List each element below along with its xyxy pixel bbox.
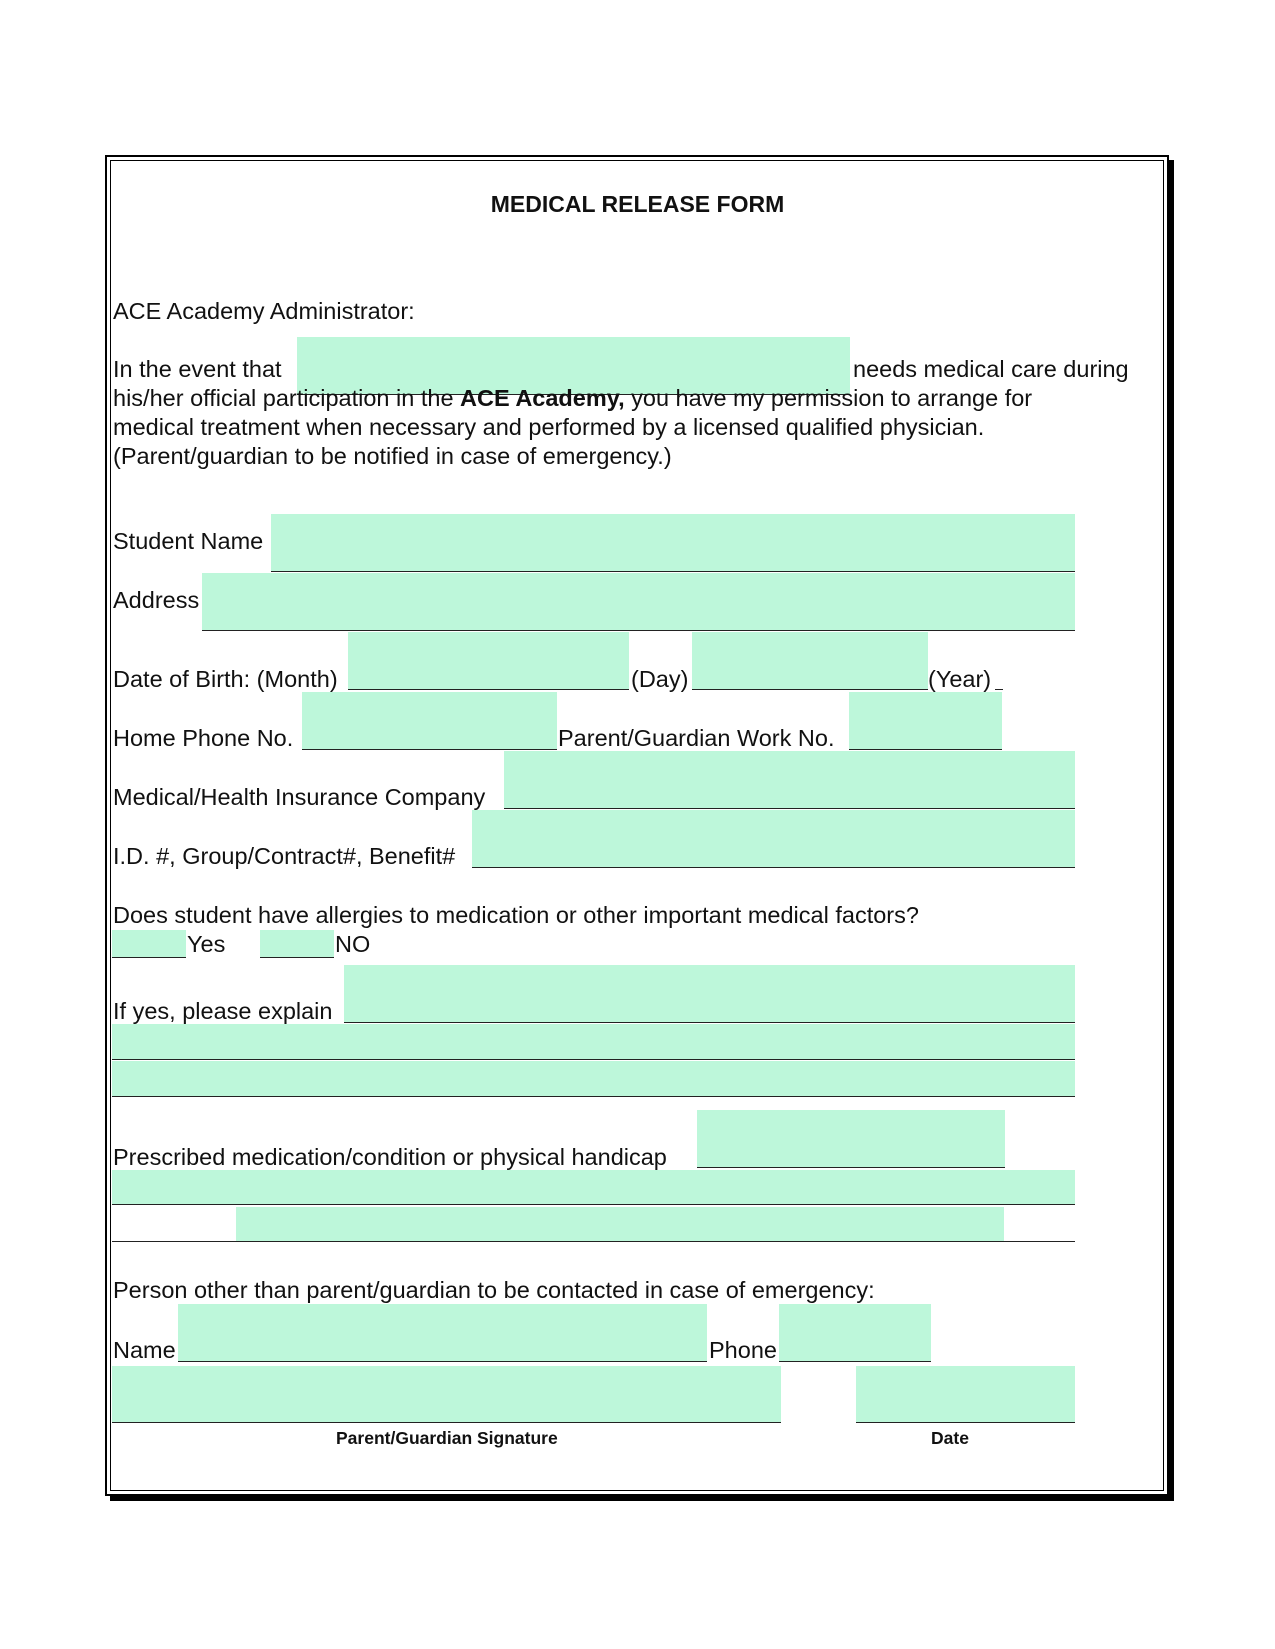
date-caption: Date — [931, 1428, 969, 1448]
allergy-question: Does student have allergies to medication or other important medical factors? — [113, 902, 919, 928]
explain-label: If yes, please explain — [113, 998, 333, 1024]
contact-name-label: Name — [113, 1337, 176, 1363]
contact-phone-field[interactable] — [779, 1304, 931, 1361]
dob-day-line — [692, 689, 928, 690]
insurance-label: Medical/Health Insurance Company — [113, 784, 486, 810]
contact-phone-label: Phone — [709, 1337, 777, 1363]
allergy-no-line — [260, 957, 334, 958]
prescribed-field-1[interactable] — [697, 1110, 1005, 1167]
explain-field-3[interactable] — [112, 1061, 1075, 1096]
prescribed-field-2[interactable] — [112, 1170, 1075, 1204]
student-name-field[interactable] — [271, 514, 1075, 571]
intro-line3: medical treatment when necessary and performed by a licensed qualified physician. — [113, 414, 985, 440]
dob-year-label: (Year) — [928, 666, 992, 692]
explain-field-1[interactable] — [344, 965, 1075, 1022]
salutation: ACE Academy Administrator: — [113, 298, 415, 324]
intro-line1-start: In the event that — [113, 356, 282, 382]
address-field[interactable] — [202, 573, 1075, 630]
prescribed-line-1 — [697, 1167, 1005, 1168]
allergy-no-field[interactable] — [260, 930, 334, 957]
intro-line2-end: you have my permission to arrange for — [631, 385, 1033, 411]
intro-line4: (Parent/guardian to be notified in case of emergency.) — [113, 443, 672, 469]
id-group-label: I.D. #, Group/Contract#, Benefit# — [113, 843, 456, 869]
contact-name-field[interactable] — [178, 1304, 707, 1361]
intro-line2-start: his/her official participation in the — [113, 385, 454, 411]
work-phone-label: Parent/Guardian Work No. — [558, 725, 835, 751]
home-phone-label: Home Phone No. — [113, 725, 294, 751]
contact-name-line — [178, 1361, 707, 1362]
dob-month-field[interactable] — [348, 632, 629, 689]
work-phone-line — [849, 749, 1002, 750]
student-name-line — [271, 571, 1075, 572]
student-name-label: Student Name — [113, 528, 264, 554]
dob-year-line — [995, 689, 1003, 690]
allergy-yes-line — [112, 957, 186, 958]
dob-day-label: (Day) — [631, 666, 689, 692]
intro-line2 — [113, 384, 1032, 412]
academy-name: ACE Academy, — [460, 385, 625, 411]
emergency-contact-label: Person other than parent/guardian to be contacted in case of emergency: — [113, 1277, 875, 1303]
id-group-line — [472, 867, 1075, 868]
id-group-field[interactable] — [472, 810, 1075, 867]
prescribed-label: Prescribed medication/condition or physical handicap — [113, 1144, 667, 1170]
allergy-yes-label: Yes — [187, 931, 226, 957]
explain-line-1 — [344, 1022, 1075, 1023]
dob-month-label: Date of Birth: (Month) — [113, 666, 338, 692]
prescribed-line-3 — [112, 1241, 1075, 1242]
dob-day-field[interactable] — [692, 632, 928, 689]
work-phone-field[interactable] — [849, 692, 1002, 749]
prescribed-line-2 — [112, 1204, 1075, 1205]
home-phone-line — [302, 749, 557, 750]
explain-line-3 — [112, 1096, 1075, 1097]
dob-month-line — [348, 689, 629, 690]
signature-date-field[interactable] — [856, 1366, 1075, 1422]
prescribed-field-3[interactable] — [236, 1207, 1004, 1241]
signature-field[interactable] — [112, 1366, 781, 1422]
allergy-yes-field[interactable] — [112, 930, 186, 957]
signature-caption: Parent/Guardian Signature — [336, 1428, 558, 1448]
address-line — [202, 630, 1075, 631]
allergy-no-label: NO — [335, 931, 371, 957]
contact-phone-line — [779, 1361, 931, 1362]
explain-line-2 — [112, 1059, 1075, 1060]
insurance-field[interactable] — [504, 751, 1075, 808]
explain-field-2[interactable] — [112, 1024, 1075, 1059]
form-title: MEDICAL RELEASE FORM — [490, 191, 785, 217]
signature-date-line — [856, 1422, 1075, 1423]
address-label: Address — [113, 587, 200, 613]
home-phone-field[interactable] — [302, 692, 557, 749]
insurance-line — [504, 808, 1075, 809]
intro-line1-end: needs medical care during — [853, 356, 1129, 382]
signature-line — [112, 1422, 781, 1423]
